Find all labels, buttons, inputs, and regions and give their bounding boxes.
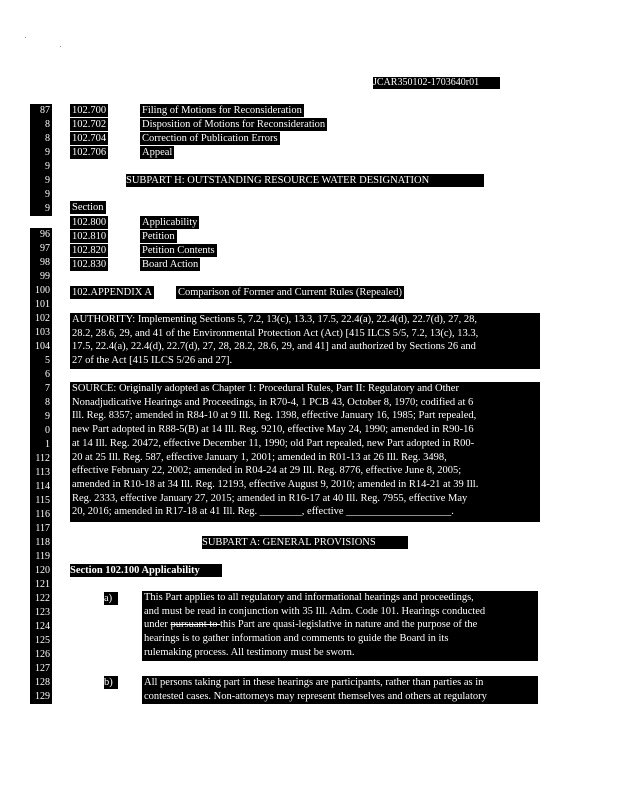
line-number: 8 [30, 118, 52, 132]
line-number: 113 [30, 466, 52, 480]
line-number: 7 [30, 382, 52, 396]
line-number: 122 [30, 592, 52, 606]
toc-title: Applicability [142, 217, 198, 228]
line-number: 8 [30, 396, 52, 410]
toc-number: 102.800 [72, 217, 107, 228]
item-a-line: and must be read in conjunction with 35 Ill. Adm. Code 101. Hearings conducted [144, 605, 486, 617]
line-number: 119 [30, 550, 52, 564]
section-heading: Section 102.100 Applicability [70, 564, 222, 577]
line-number: 97 [30, 242, 52, 256]
toc-number: 102.700 [72, 105, 107, 116]
toc-title: Disposition of Motions for Reconsideration [142, 119, 326, 130]
item-a-line: rulemaking process. All testimony must be sworn. [144, 646, 355, 658]
authority-line: 28.2, 28.6, 29, and 41 of the Environmental Protection Act (Act) [415 ILCS 5/5, 7.2, 13(c), 13.3, [72, 327, 479, 339]
source-line: effective February 22, 2002; amended in R04-24 at 29 Ill. Reg. 8776, effective June 8, 2005; [72, 465, 462, 477]
line-number: 99 [30, 270, 52, 284]
line-number: 112 [30, 452, 52, 466]
item-a-line: This Part applies to all regulatory and informational hearings and proceedings, [144, 592, 474, 603]
source-line: Nonadjudicative Hearings and Proceedings, in R70-4, 1 PCB 43, October 8, 1970; codified at 6 [72, 396, 474, 408]
toc-number: 102.702 [72, 119, 107, 130]
line-number: 126 [30, 648, 52, 662]
line-number: 96 [30, 228, 52, 242]
source-line: new Part adopted in R88-5(B) at 14 Ill. Reg. 9210, effective May 24, 1990; amended in R90-16 [72, 424, 474, 436]
scan-speck [60, 46, 61, 47]
line-number: 114 [30, 480, 52, 494]
section-label: Section [72, 202, 104, 213]
line-number: 9 [30, 146, 52, 160]
line-number: 9 [30, 160, 52, 174]
source-line: SOURCE: Originally adopted as Chapter 1: Procedural Rules, Part II: Regulatory and Other [72, 383, 459, 394]
line-number: 129 [30, 690, 52, 704]
line-number: 118 [30, 536, 52, 550]
toc-number: 102.704 [72, 133, 107, 144]
toc-number: 102.820 [72, 245, 107, 256]
line-number: 116 [30, 508, 52, 522]
toc-title: Petition Contents [142, 245, 215, 256]
source-line: at 14 Ill. Reg. 20472, effective December 11, 1990; old Part repealed, new Part adopted in R00- [72, 437, 475, 449]
line-number: 104 [30, 340, 52, 354]
line-number: 103 [30, 326, 52, 340]
line-number: 5 [30, 354, 52, 368]
authority-line: 17.5, 22.4(a), 22.4(d), 22.7(d), 27, 28, 28.2, 28.6, 29, and 41] and authorized by Sections 26 and [72, 341, 476, 353]
authority-paragraph [70, 313, 540, 369]
authority-line: AUTHORITY: Implementing Sections 5, 7.2, 13(c), 13.3, 17.5, 22.4(a), 22.4(d), 22.7(d), 27, 28, [72, 314, 477, 325]
line-number: 127 [30, 662, 52, 676]
item-b-paragraph [142, 676, 538, 704]
item-a-text: this Part are quasi-legislative in nature and the purpose of the [220, 619, 478, 631]
line-number: 87 [30, 104, 52, 118]
toc-number: 102.830 [72, 259, 107, 270]
line-number: 0 [30, 424, 52, 438]
struck-text: pursuant to [170, 619, 221, 631]
line-number: 6 [30, 368, 52, 382]
item-a-line [144, 618, 536, 632]
line-number: 117 [30, 522, 52, 536]
source-line: Reg. 2333, effective January 27, 2015; amended in R16-17 at 40 Ill. Reg. 7955, effective May [72, 492, 468, 504]
authority-line: 27 of the Act [415 ILCS 5/26 and 27]. [72, 355, 233, 367]
line-number: 98 [30, 256, 52, 270]
source-line: amended in R10-18 at 34 Ill. Reg. 12193, effective August 9, 2010; amended in R14-21 at 39 Ill. [72, 478, 479, 490]
toc-number: 102.810 [72, 231, 107, 242]
scan-speck [25, 37, 26, 38]
line-number: 100 [30, 284, 52, 298]
line-number: 123 [30, 606, 52, 620]
toc-title: Board Action [142, 259, 199, 270]
line-number: 101 [30, 298, 52, 312]
source-line: Ill. Reg. 8357; amended in R84-10 at 9 Ill. Reg. 1398, effective January 16, 1985; Part repealed, [72, 410, 477, 422]
line-number: 124 [30, 620, 52, 634]
subpart-h-heading: SUBPART H: OUTSTANDING RESOURCE WATER DESIGNATION [126, 174, 484, 187]
item-a-paragraph [142, 591, 538, 661]
toc-title: Appeal [142, 147, 173, 158]
document-code: JCAR350102-1703640r01 [373, 77, 500, 89]
line-number: 9 [30, 188, 52, 202]
line-number: 115 [30, 494, 52, 508]
toc-number: 102.706 [72, 147, 107, 158]
item-b-line: contested cases. Non-attorneys may represent themselves and others at regulatory [144, 690, 487, 702]
source-paragraph [70, 382, 540, 522]
item-a-text: under [144, 619, 171, 631]
line-number: 9 [30, 174, 52, 188]
line-number: 9 [30, 202, 52, 216]
source-line: 20, 2016; amended in R17-18 at 41 Ill. Reg. ________, effective ____________________. [72, 506, 454, 518]
item-b-label: b) [104, 676, 118, 689]
source-line: 20 at 25 Ill. Reg. 587, effective January 1, 2001; amended in R01-13 at 26 Ill. Reg. 3498, [72, 451, 447, 463]
item-a-line: hearings is to gather information and comments to guide the Board in its [144, 633, 449, 645]
line-number: 125 [30, 634, 52, 648]
subpart-a-heading: SUBPART A: GENERAL PROVISIONS [202, 536, 408, 549]
item-b-line: All persons taking part in these hearings are participants, rather than parties as in [144, 677, 484, 688]
line-number: 8 [30, 132, 52, 146]
line-number: 128 [30, 676, 52, 690]
appendix-label: 102.APPENDIX A [72, 287, 152, 298]
toc-title: Filing of Motions for Reconsideration [142, 105, 302, 116]
toc-title: Correction of Publication Errors [142, 133, 278, 144]
line-number: 121 [30, 578, 52, 592]
line-number: 102 [30, 312, 52, 326]
item-a-label: a) [104, 592, 118, 605]
appendix-title: Comparison of Former and Current Rules (Repealed) [178, 287, 402, 298]
line-number: 1 [30, 438, 52, 452]
line-number: 9 [30, 410, 52, 424]
toc-title: Petition [142, 231, 175, 242]
line-number: 120 [30, 564, 52, 578]
